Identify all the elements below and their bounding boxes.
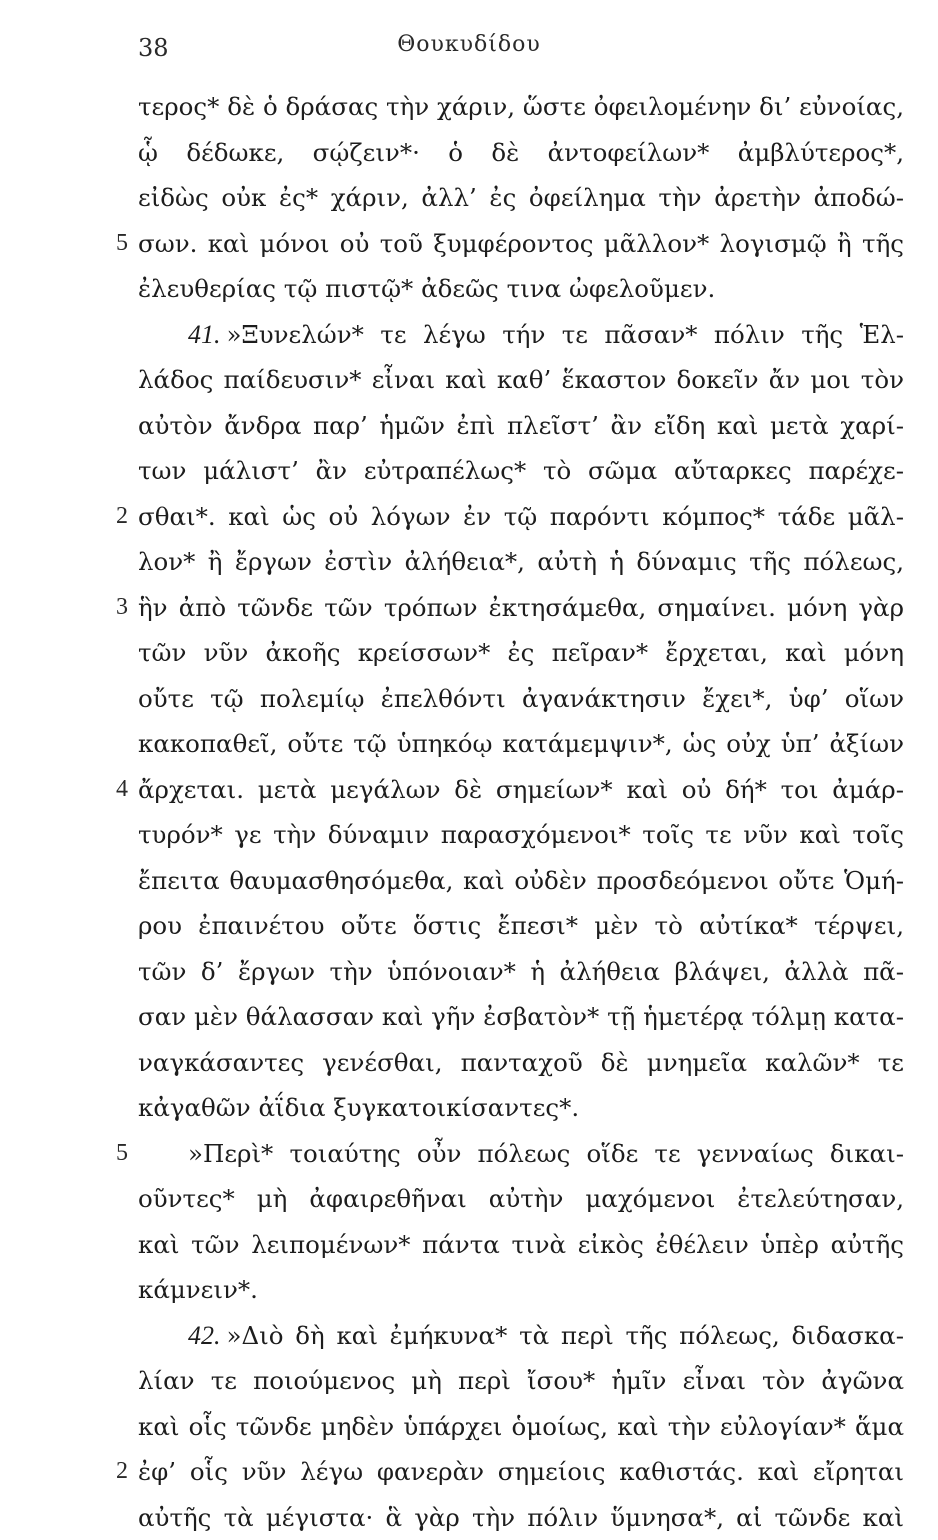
text-line [0,494,938,540]
text-line [0,767,938,813]
text-line [0,221,938,267]
line-text: ἔπειτα θαυμασθησόμεθα, καὶ οὐδὲν προσδεόμενοι οὔτε Ὁμή- [138,858,904,904]
text-line [0,858,938,904]
text-line [0,903,938,949]
text-line [0,1176,938,1222]
text-line [0,1222,938,1268]
line-text: τῶν νῦν ἀκοῆς κρείσσων* ἐς πεῖραν* ἔρχεται, καὶ μόνη [138,630,904,676]
line-text: καὶ τῶν λειπομένων* πάντα τινὰ εἰκὸς ἐθέλειν ὑπὲρ αὐτῆς [138,1222,904,1268]
text-line [0,585,938,631]
line-text: λίαν τε ποιούμενος μὴ περὶ ἴσου* ἡμῖν εἶναι τὸν ἀγῶνα [138,1358,904,1404]
line-text: αὐτῆς τὰ μέγιστα· ἃ γὰρ τὴν πόλιν ὕμνησα*, αἱ τῶνδε καὶ [138,1495,904,1540]
line-text: λάδος παίδευσιν* εἶναι καὶ καθ’ ἕκαστον δοκεῖν ἄν μοι τὸν [138,357,904,403]
line-number: 2 [116,1449,138,1495]
line-text: τυρόν* γε τὴν δύναμιν παρασχόμενοι* τοῖς τε νῦν καὶ τοῖς [138,812,904,858]
line-text: »Περὶ* τοιαύτης οὖν πόλεως οἵδε τε γενναίως δικαι- [138,1131,904,1177]
text-line [0,539,938,585]
line-text: ἄρχεται. μετὰ μεγάλων δὲ σημείων* καὶ οὐ δή* τοι ἀμάρ- [138,767,904,813]
line-text: καὶ οἷς τῶνδε μηδὲν ὑπάρχει ὁμοίως, καὶ τὴν εὐλογίαν* ἅμα [138,1404,904,1450]
chapter-number: 41. [188,320,221,349]
text-line [0,1358,938,1404]
line-text: αὐτὸν ἄνδρα παρ’ ἡμῶν ἐπὶ πλεῖστ’ ἂν εἴδη καὶ μετὰ χαρί- [138,403,904,449]
chapter-number: 42. [188,1321,221,1350]
line-number: 2 [116,494,138,540]
text-line [0,1267,938,1313]
line-number: 5 [116,221,138,267]
line-text: οὔτε τῷ πολεμίῳ ἐπελθόντι ἀγανάκτησιν ἔχει*, ὑφ’ οἵων [138,676,904,722]
text-line [0,448,938,494]
line-text: ἐλευθερίας τῷ πιστῷ* ἀδεῶς τινα ὠφελοῦμεν. [138,266,904,312]
page-number: 38 [138,34,169,62]
line-text: κἀγαθῶν ἀΐδια ξυγκατοικίσαντες*. [138,1085,904,1131]
text-line [0,175,938,221]
line-text: κάμνειν*. [138,1267,904,1313]
line-text: σαν μὲν θάλασσαν καὶ γῆν ἐσβατὸν* τῇ ἡμετέρᾳ τόλμῃ κατα- [138,994,904,1040]
text-line [0,721,938,767]
text-line [0,1085,938,1131]
line-number: 3 [116,585,138,631]
running-head: Θουκυδίδου [0,32,938,57]
line-text: κακοπαθεῖ, οὔτε τῷ ὑπηκόῳ κατάμεμψιν*, ὡς οὐχ ὑπ’ ἀξίων [138,721,904,767]
text-line [0,994,938,1040]
line-number: 4 [116,767,138,813]
text-line [0,630,938,676]
text-line [0,130,938,176]
text-line [0,1495,938,1540]
line-text [138,1313,904,1359]
line-text: λον* ἢ ἔργων ἐστὶν ἀλήθεια*, αὐτὴ ἡ δύναμις τῆς πόλεως, [138,539,904,585]
text-line [0,949,938,995]
text-line [0,676,938,722]
text-line [0,312,938,358]
text-line [0,1404,938,1450]
line-text: ἣν ἀπὸ τῶνδε τῶν τρόπων ἐκτησάμεθα, σημαίνει. μόνη γὰρ [138,585,904,631]
line-text: ἐφ’ οἷς νῦν λέγω φανερὰν σημείοις καθιστάς. καὶ εἴρηται [138,1449,904,1495]
text-line [0,403,938,449]
text-line [0,266,938,312]
text-line [0,1449,938,1495]
text-line [0,1313,938,1359]
text-line [0,1131,938,1177]
text-line [0,357,938,403]
line-text: ᾧ δέδωκε, σῴζειν*· ὁ δὲ ἀντοφείλων* ἀμβλύτερος*, [138,130,904,176]
line-text: σων. καὶ μόνοι οὐ τοῦ ξυμφέροντος μᾶλλον* λογισμῷ ἢ τῆς [138,221,904,267]
text-line [0,812,938,858]
line-text [138,312,904,358]
page-body [0,84,938,1540]
line-text: ρου ἐπαινέτου οὔτε ὅστις ἔπεσι* μὲν τὸ αὐτίκα* τέρψει, [138,903,904,949]
text-line [0,84,938,130]
text-line [0,1040,938,1086]
chapter-text: »Ξυνελών* τε λέγω τήν τε πᾶσαν* πόλιν τῆς Ἑλ- [227,320,905,349]
line-text: ναγκάσαντες γενέσθαι, πανταχοῦ δὲ μνημεῖα καλῶν* τε [138,1040,904,1086]
line-text: σθαι*. καὶ ὡς οὐ λόγων ἐν τῷ παρόντι κόμπος* τάδε μᾶλ- [138,494,904,540]
line-text: εἰδὼς οὐκ ἐς* χάριν, ἀλλ’ ἐς ὀφείλημα τὴν ἀρετὴν ἀποδώ- [138,175,904,221]
line-number: 5 [116,1131,138,1177]
line-text: τερος* δὲ ὁ δράσας τὴν χάριν, ὥστε ὀφειλομένην δι’ εὐνοίας, [138,84,904,130]
line-text: των μάλιστ’ ἂν εὐτραπέλως* τὸ σῶμα αὔταρκες παρέχε- [138,448,904,494]
chapter-text: »Διὸ δὴ καὶ ἐμήκυνα* τὰ περὶ τῆς πόλεως, διδασκα- [227,1321,905,1350]
line-text: οῦντες* μὴ ἀφαιρεθῆναι αὐτὴν μαχόμενοι ἐτελεύτησαν, [138,1176,904,1222]
line-text: τῶν δ’ ἔργων τὴν ὑπόνοιαν* ἡ ἀλήθεια βλάψει, ἀλλὰ πᾶ- [138,949,904,995]
